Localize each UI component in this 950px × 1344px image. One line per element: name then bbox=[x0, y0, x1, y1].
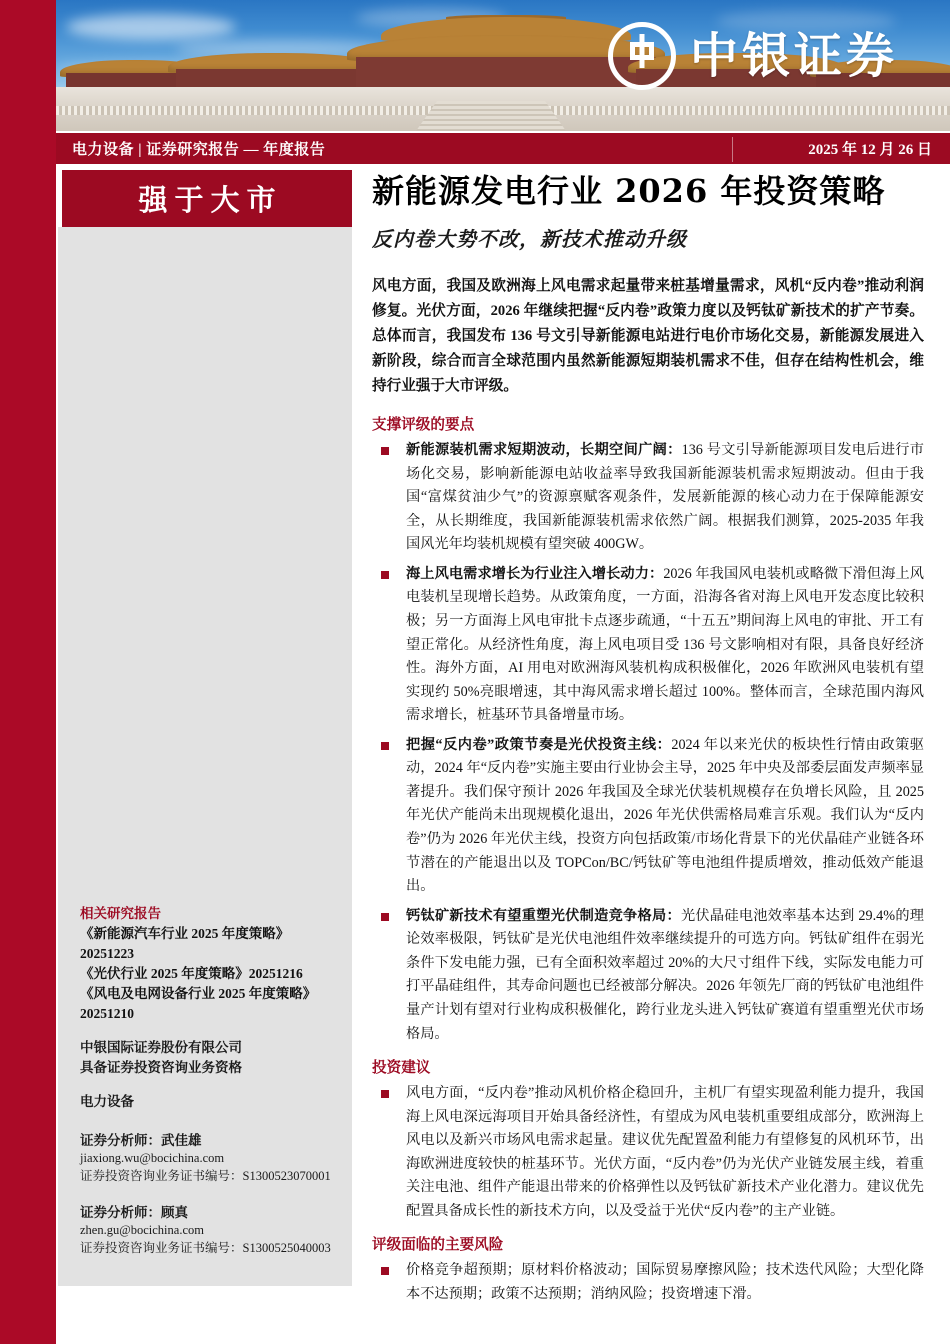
header-banner-image bbox=[56, 0, 950, 131]
bullet-text bbox=[406, 905, 924, 1046]
report-category-label: 电力设备 | 证券研究报告 — 年度报告 bbox=[72, 142, 326, 158]
rating-badge bbox=[62, 170, 352, 227]
spacer bbox=[80, 1185, 342, 1199]
analyst-certificate: 证券投资咨询业务证书编号：S1300523070001 bbox=[80, 1168, 331, 1183]
logo-wordmark: 中银证券 bbox=[690, 28, 899, 84]
bullet-item bbox=[372, 905, 924, 1046]
left-red-spine bbox=[0, 0, 56, 1344]
company-name-line: 中银国际证券股份有限公司 bbox=[80, 1039, 242, 1055]
company-logo bbox=[608, 22, 898, 90]
related-reports-heading: 相关研究报告 bbox=[80, 906, 161, 921]
bullet-body: 风电方面，“反内卷”推动风机价格企稳回升，主机厂有望实现盈利能力提升，我国海上风电深远海项目开始具备经济性，有望成为风电装机重要组成部分，欧洲海上风电以及新兴市场风电需求起量。建议优先配置盈利能力有望修复的风机环节，出海欧洲进度较快的桩基环节。光伏方面，“反内卷”仍为光伏产业链发展主线，着重关注电池、组件产能退出带来的价格弹性以及钙钛矿新技术产业化潜力。建议优先配置具备成长性的新技术方向，以及受益于光伏“反内卷”的主产业链。 bbox=[406, 1085, 924, 1219]
bullet-body: 2026 年我国风电装机或略微下滑但海上风电装机呈现增长趋势。从政策角度，一方面，沿海各省对海上风电开发态度比较积极；另一方面海上风电审批卡点逐步疏通，“十五五”期间海上风电的审批、开工有望正常化。从经济性角度，海上风电项目受 136 号文影响相对有限，具备良好经济性。海外方面，AI 用电对欧洲海风装机构成积极催化，2026 年欧洲风电装机有望实现约 50%亮眼增速，其中海风需求增长超过 100%。整体而言，全球范围内海风需求增长，桩基环节具备增量市场。 bbox=[406, 565, 924, 724]
section-heading: 支撑评级的要点 bbox=[372, 417, 475, 434]
bullet-body: 光伏晶硅电池效率基本达到 29.4%的理论效率极限，钙钛矿是光伏电池组件效率继续提升的可选方向。钙钛矿组件在弱光条件下发电能力强，已有全面积效率超过 20%的大尺寸组件下线，实际发电能力可打平晶硅组件，其寿命问题也已经被部分解决。2026 年领先厂商的钙钛矿电池组件量产计划有望对行业构成积极催化，跨行业龙头进入钙钛矿赛道有望重塑光伏市场格局。 bbox=[406, 907, 924, 1042]
main-content bbox=[372, 170, 924, 1313]
report-abstract: 风电方面，我国及欧洲海上风电需求起量带来桩基增量需求，风机“反内卷”推动利润修复。光伏方面，2026 年继续把握“反内卷”政策力度以及钙钛矿新技术的扩产节奏。总体而言，我国发布 136 号文引导新能源电站进行电价市场化交易，新能源发展进入新阶段，综合而言全球范围内虽然新能源短期装机需求不佳，但存在结构性机会，维持行业强于大市评级。 bbox=[372, 277, 924, 394]
bullet-text bbox=[406, 734, 924, 899]
square-bullet-icon bbox=[381, 913, 389, 921]
bullet-body: 136 号文引导新能源项目发电后进行市场化交易，影响新能源电站收益率导致我国新能源装机需求短期波动。但由于我国“富煤贫油少气”的资源禀赋客观条件，发展新能源的核心动力在于保障能源安全，从长期维度，我国新能源装机需求依然广阔。根据我们测算，2025-2035 年我国风光年均装机规模有望突破 400GW。 bbox=[406, 442, 924, 553]
page-subtitle: 反内卷大势不改，新技术推动升级 bbox=[372, 228, 687, 251]
related-report-item[interactable]: 《新能源汽车行业 2025 年度策略》20251223 bbox=[80, 926, 290, 961]
bullet-body: 2024 年以来光伏的板块性行情由政策驱动，2024 年“反内卷”实施主要由行业协会主导，2025 年中央及部委层面发声频率显著提升。我们保守预计 2026 年我国及全球光伏装机规模存在负增长风险，且 2025 年光伏产能尚未出现规模化退出，2026 年光伏供需格局难言乐观。我们认为“反内卷”仍为 2026 年光伏主线，投资方向包括政策/市场化背景下的光伏晶硅产业链各环节潜在的产能退出以及 TOPCon/BC/钙钛矿等电池组件提质增效，推动低效产能退出。 bbox=[406, 736, 924, 895]
bullet-lead: 把握“反内卷”政策节奏是光伏投资主线： bbox=[406, 736, 672, 753]
square-bullet-icon bbox=[381, 1090, 389, 1098]
report-meta-bar bbox=[56, 131, 950, 164]
palace-building-left bbox=[176, 47, 376, 91]
section-heading: 评级面临的主要风险 bbox=[372, 1237, 504, 1254]
bullet-body: 价格竞争超预期；原材料价格波动；国际贸易摩擦风险；技术迭代风险；大型化降本不达预期；政策不达预期；消纳风险；投资增速下滑。 bbox=[406, 1262, 924, 1303]
report-date: 2025 年 12 月 26 日 bbox=[808, 142, 932, 158]
bullet-item bbox=[372, 439, 924, 557]
boc-circle-logo-icon bbox=[608, 22, 676, 90]
spacer bbox=[80, 1078, 342, 1092]
bullet-item bbox=[372, 1082, 924, 1223]
bullet-text bbox=[406, 439, 924, 557]
bullet-item bbox=[372, 734, 924, 899]
square-bullet-icon bbox=[381, 742, 389, 750]
bullet-text bbox=[406, 563, 924, 728]
plaza-staircase bbox=[416, 101, 566, 131]
analyst-name: 证券分析师：顾真 bbox=[80, 1204, 188, 1220]
bullet-lead: 钙钛矿新技术有望重塑光伏制造竞争格局： bbox=[406, 907, 681, 924]
analyst-email[interactable]: jiaxiong.wu@bocichina.com bbox=[80, 1150, 225, 1165]
square-bullet-icon bbox=[381, 1267, 389, 1275]
page-title: 新能源发电行业 2026 年投资策略 bbox=[372, 172, 886, 210]
section-heading: 投资建议 bbox=[372, 1060, 431, 1077]
related-report-item[interactable]: 《光伏行业 2025 年度策略》20251216 bbox=[80, 965, 303, 981]
related-report-item[interactable]: 《风电及电网设备行业 2025 年度策略》20251210 bbox=[80, 985, 317, 1021]
rating-label: 强于大市 bbox=[138, 183, 283, 217]
analyst-certificate: 证券投资咨询业务证书编号：S1300525040003 bbox=[80, 1240, 331, 1255]
bullet-item bbox=[372, 563, 924, 728]
company-qualification-line: 具备证券投资咨询业务资格 bbox=[80, 1060, 242, 1076]
sidebar-content bbox=[80, 902, 342, 1257]
spacer bbox=[80, 1024, 342, 1038]
bullet-lead: 新能源装机需求短期波动，长期空间广阔： bbox=[406, 442, 682, 459]
cloud-shape bbox=[66, 14, 236, 40]
meta-bar-divider bbox=[732, 137, 733, 162]
bullet-lead: 海上风电需求增长为行业注入增长动力： bbox=[406, 565, 664, 582]
bullet-text bbox=[406, 1082, 924, 1223]
analyst-email[interactable]: zhen.gu@bocichina.com bbox=[80, 1222, 204, 1237]
sector-label: 电力设备 bbox=[80, 1094, 134, 1110]
square-bullet-icon bbox=[381, 571, 389, 579]
bullet-text bbox=[406, 1259, 924, 1306]
analyst-name: 证券分析师：武佳雄 bbox=[80, 1132, 202, 1148]
sidebar-panel bbox=[58, 227, 352, 1286]
spacer bbox=[80, 1113, 342, 1127]
square-bullet-icon bbox=[381, 447, 389, 455]
bullet-item bbox=[372, 1259, 924, 1306]
